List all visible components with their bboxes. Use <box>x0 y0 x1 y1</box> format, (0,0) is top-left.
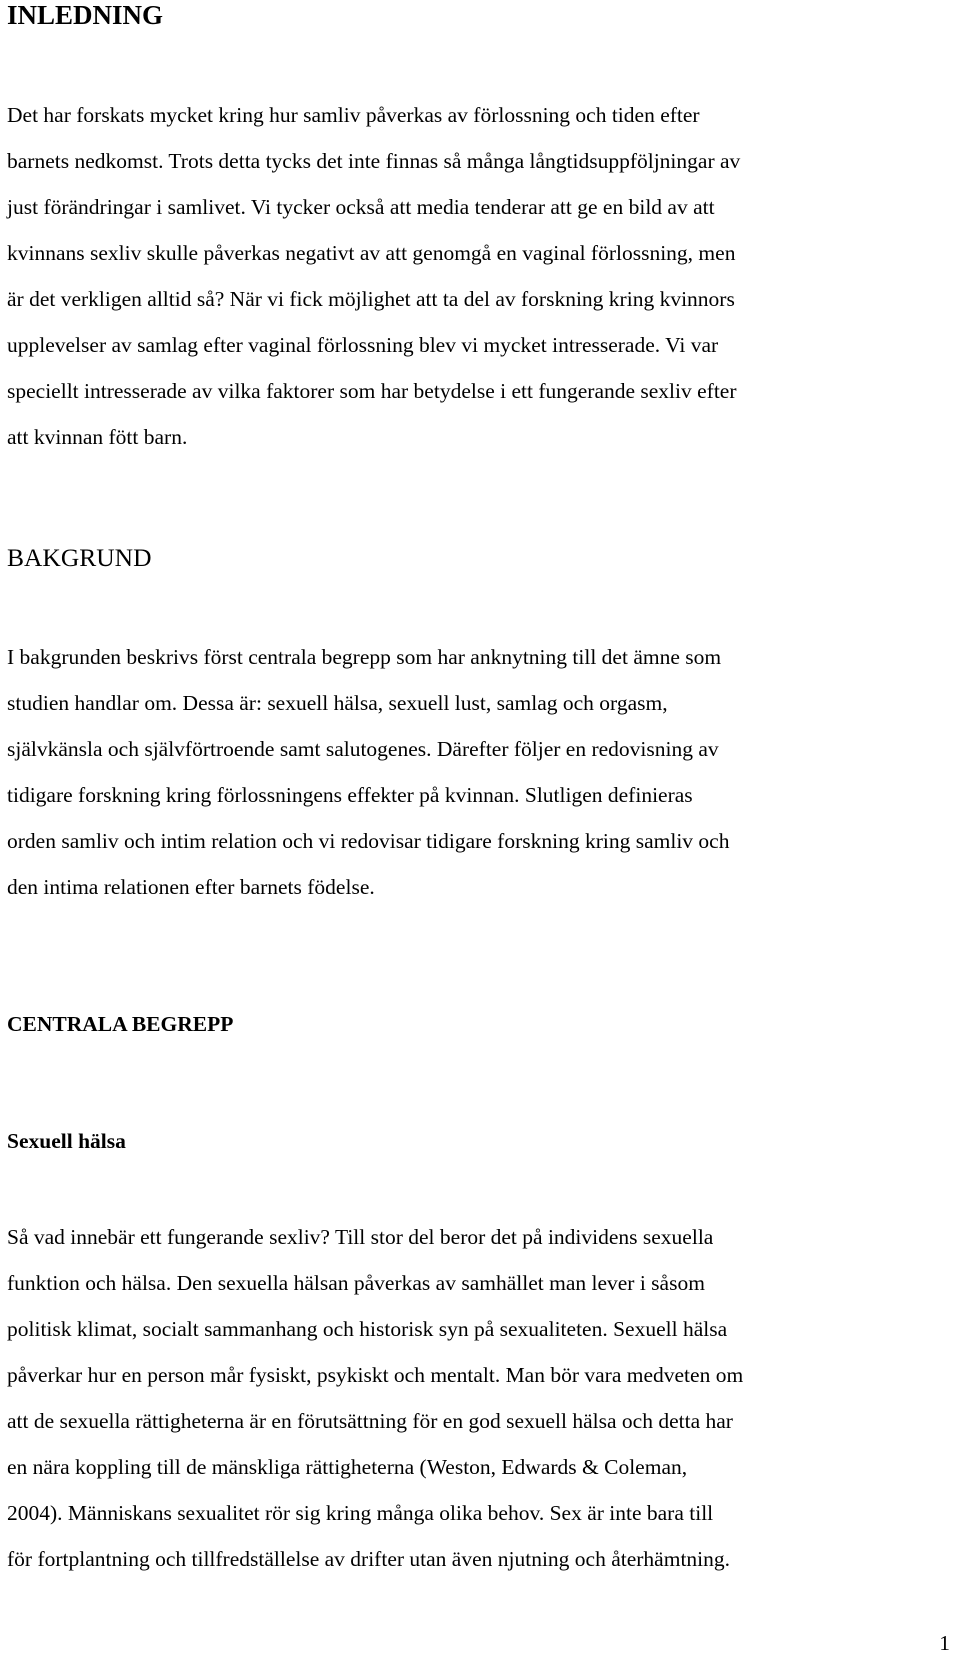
text-line: att de sexuella rättigheterna är en förutsättning för en god sexuell hälsa och detta har <box>7 1409 733 1433</box>
page-number: 1 <box>939 1631 950 1655</box>
text-line: orden samliv och intim relation och vi redovisar tidigare forskning kring samliv och <box>7 829 730 853</box>
heading-inledning: INLEDNING <box>7 0 164 30</box>
text-line: är det verkligen alltid så? När vi fick möjlighet att ta del av forskning kring kvinnors <box>7 287 735 311</box>
text-line: påverkar hur en person mår fysiskt, psykiskt och mentalt. Man bör vara medveten om <box>7 1363 744 1387</box>
text-line: funktion och hälsa. Den sexuella hälsan påverkas av samhället man lever i såsom <box>7 1271 705 1295</box>
heading-bakgrund: BAKGRUND <box>7 543 152 572</box>
text-line: tidigare forskning kring förlossningens effekter på kvinnan. Slutligen definieras <box>7 783 693 807</box>
text-line: Det har forskats mycket kring hur samliv påverkas av förlossning och tiden efter <box>7 103 700 127</box>
heading-centrala-begrepp: CENTRALA BEGREPP <box>7 1012 234 1036</box>
text-line: politisk klimat, socialt sammanhang och historisk syn på sexualiteten. Sexuell hälsa <box>7 1317 728 1341</box>
text-line: självkänsla och självförtroende samt salutogenes. Därefter följer en redovisning av <box>7 737 719 761</box>
paragraph-sexuell-halsa <box>7 1214 947 1582</box>
paragraph-inledning <box>7 92 947 460</box>
text-line: Så vad innebär ett fungerande sexliv? Till stor del beror det på individens sexuella <box>7 1225 714 1249</box>
text-line: den intima relationen efter barnets födelse. <box>7 875 375 899</box>
text-line: speciellt intresserade av vilka faktorer som har betydelse i ett fungerande sexliv efter <box>7 379 737 403</box>
text-line: barnets nedkomst. Trots detta tycks det inte finnas så många långtidsuppföljningar av <box>7 149 741 173</box>
text-line: kvinnans sexliv skulle påverkas negativt av att genomgå en vaginal förlossning, men <box>7 241 736 265</box>
paragraph-bakgrund <box>7 634 947 910</box>
text-line: att kvinnan fött barn. <box>7 425 188 449</box>
text-line: en nära koppling till de mänskliga rättigheterna (Weston, Edwards & Coleman, <box>7 1455 688 1479</box>
text-line: 2004). Människans sexualitet rör sig kring många olika behov. Sex är inte bara till <box>7 1501 714 1525</box>
heading-sexuell-halsa: Sexuell hälsa <box>7 1129 126 1153</box>
text-line: just förändringar i samlivet. Vi tycker också att media tenderar att ge en bild av att <box>7 195 715 219</box>
text-line: I bakgrunden beskrivs först centrala begrepp som har anknytning till det ämne som <box>7 645 722 669</box>
text-line: för fortplantning och tillfredställelse av drifter utan även njutning och återhämtning. <box>7 1547 731 1571</box>
text-line: upplevelser av samlag efter vaginal förlossning blev vi mycket intresserade. Vi var <box>7 333 719 357</box>
text-line: studien handlar om. Dessa är: sexuell hälsa, sexuell lust, samlag och orgasm, <box>7 691 668 715</box>
